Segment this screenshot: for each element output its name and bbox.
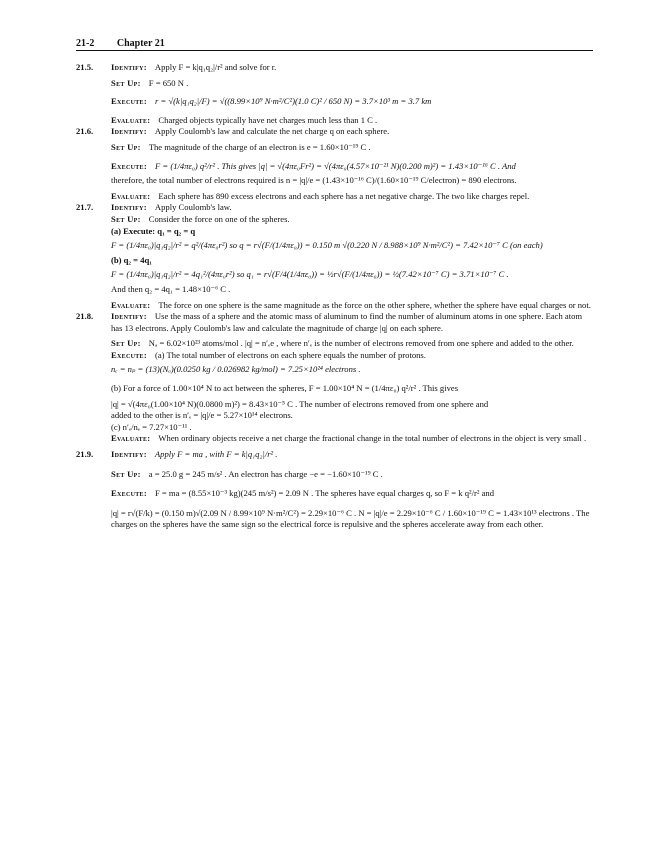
identify-text: Apply F = ma , with F = k|q₁q₂|/r² . <box>154 449 278 460</box>
execute-a-text: (a) The total number of electrons on each sphere equals the number of protons. <box>155 349 426 360</box>
part-c-text: (c) n′ₑ/nₑ = 7.27×10⁻¹¹ . <box>111 421 192 432</box>
identify-label: Identify: <box>111 126 147 137</box>
evaluate-label: Evaluate: <box>111 114 151 125</box>
setup-label: Set Up: <box>111 338 141 349</box>
part-b-text: (b) For a force of 1.00×10⁴ N to act between the spheres, F = 1.00×10⁴ N = (1/4πε₀) q²/r² . This gives <box>111 383 459 394</box>
problem-number: 21.6. <box>76 126 94 137</box>
evaluate-label: Evaluate: <box>111 433 151 444</box>
setup-label: Set Up: <box>111 77 141 88</box>
chapter-title: Chapter 21 <box>116 38 165 49</box>
part-b-line3: added to the other is n′ₑ = |q|/e = 5.27×10¹⁴ electrons. <box>111 410 293 421</box>
problem-21-8 <box>76 311 593 445</box>
identify-text: Apply Coulomb's law. <box>154 202 232 213</box>
execute-label: Execute: <box>111 349 147 360</box>
setup-label: Set Up: <box>111 213 141 224</box>
header-rule <box>76 50 593 51</box>
identify-text: Apply Coulomb's law and calculate the net charge q on each sphere. <box>154 126 390 137</box>
setup-text: The magnitude of the charge of an electron is e = 1.60×10⁻¹⁹ C . <box>148 141 371 152</box>
execute-line1: F = ma = (8.55×10⁻³ kg)(245 m/s²) = 2.09 N . The spheres have equal charges q, so F = k q²/r² and <box>155 488 495 499</box>
problem-21-5 <box>76 62 593 126</box>
equation-b: F = (1/4πε₀)|q₁q₂|/r² = 4q₁²/(4πε₀r²) so q₁ = r√(F/4(1/4πε₀)) = ½r√(F/(1/4πε₀)) = ½(7.42×10⁻⁷ C) = 3.71×10⁻⁷ C . <box>111 269 509 280</box>
problem-number: 21.9. <box>76 449 94 460</box>
execute-line2: |q| = r√(F/k) = (0.150 m)√(2.09 N / 8.99×10⁹ N·m²/C²) = 2.29×10⁻⁶ C . N = |q|/e = 2.29×10⁻⁶ C / 1.60×10⁻¹⁹ C = 1.43×10¹³ electrons . The <box>111 507 590 518</box>
setup-text: F = 650 N . <box>148 77 189 88</box>
evaluate-label: Evaluate: <box>111 299 151 310</box>
setup-text: Nₐ = 6.02×10²³ atoms/mol . |q| = n′ₑe , where n′ₑ is the number of electrons removed from one sphere and added to the other. <box>148 338 574 349</box>
page-body <box>76 62 593 531</box>
problem-21-6 <box>76 126 593 202</box>
execute-line3: charges on the spheres have the same sign so the electrical force is repulsive and the spheres accelerate away from each other. <box>111 519 544 530</box>
evaluate-label: Evaluate: <box>111 190 151 201</box>
identify-label: Identify: <box>111 449 147 460</box>
part-b-label: (b) q₂ = 4q₁ <box>111 254 152 265</box>
execute-equation: F = (1/4πε₀) q²/r² . This gives |q| = √(4πε₀Fr²) = √(4πε₀(4.57×10⁻²¹ N)(0.200 m)²) = 1.43×10⁻¹⁶ C . And <box>155 160 516 171</box>
problem-21-7 <box>76 202 593 311</box>
execute-continuation: therefore, the total number of electrons required is n = |q|/e = (1.43×10⁻¹⁶ C)/(1.60×10⁻¹⁹ C/electron) = 890 electrons. <box>111 175 517 186</box>
setup-label: Set Up: <box>111 141 141 152</box>
equation-a: F = (1/4πε₀)|q₁q₂|/r² = q²/(4πε₀r²) so q = r√(F/(1/4πε₀)) = 0.150 m √(0.220 N / 8.988×10⁹ N·m²/C²) = 7.42×10⁻⁷ C (on each) <box>111 240 543 251</box>
evaluate-text: When ordinary objects receive a net charge the fractional change in the total number of electrons in the object is very small . <box>158 433 587 444</box>
problem-21-9 <box>76 449 593 531</box>
page-header <box>76 38 165 49</box>
evaluate-text: Each sphere has 890 excess electrons and each sphere has a net negative charge. The two like charges repel. <box>158 190 530 201</box>
setup-text: Consider the force on one of the spheres. <box>148 213 290 224</box>
evaluate-text: The force on one sphere is the same magnitude as the force on the other sphere, whether the sphere have equal charges or not. <box>158 299 591 310</box>
problem-number: 21.8. <box>76 311 94 322</box>
setup-label: Set Up: <box>111 468 141 479</box>
execute-label: Execute: <box>111 96 147 107</box>
identify-label: Identify: <box>111 202 147 213</box>
problem-number: 21.7. <box>76 202 94 213</box>
equation-a: nₑ = nₚ = (13)(Nₐ)(0.0250 kg / 0.026982 kg/mol) = 7.25×10²⁴ electrons . <box>111 364 361 375</box>
execute-label: Execute: <box>111 160 147 171</box>
setup-text: a = 25.0 g = 245 m/s² . An electron has charge −e = −1.60×10⁻¹⁹ C . <box>148 468 383 479</box>
identify-text: Use the mass of a sphere and the atomic mass of aluminum to find the number of aluminum atoms in one sphere. Each atom has 13 electrons. Apply Coulomb's law and calculate the magnitude of charge |q| on each sphere. <box>111 311 583 333</box>
problem-number: 21.5. <box>76 62 94 72</box>
identify-label: Identify: <box>111 311 147 322</box>
part-b-line2: |q| = √(4πε₀(1.00×10⁴ N)(0.0800 m)²) = 8.43×10⁻⁵ C . The number of electrons removed from one sphere and <box>111 398 489 409</box>
identify-text: Apply F = k|q₁q₂|/r² and solve for r. <box>154 62 277 72</box>
identify-label: Identify: <box>111 62 147 72</box>
execute-label: Execute: <box>111 488 147 499</box>
evaluate-text: Charged objects typically have net charges much less than 1 C . <box>158 114 378 125</box>
page-number: 21-2 <box>76 38 95 49</box>
and-then-line: And then q₂ = 4q₁ = 1.48×10⁻⁶ C . <box>111 283 231 294</box>
part-a-label: (a) Execute: q₁ = q₂ = q <box>111 225 196 236</box>
execute-equation: r = √(k|q₁q₂|/F) = √((8.99×10⁹ N·m²/C²)(1.0 C)² / 650 N) = 3.7×10³ m = 3.7 km <box>155 96 432 107</box>
